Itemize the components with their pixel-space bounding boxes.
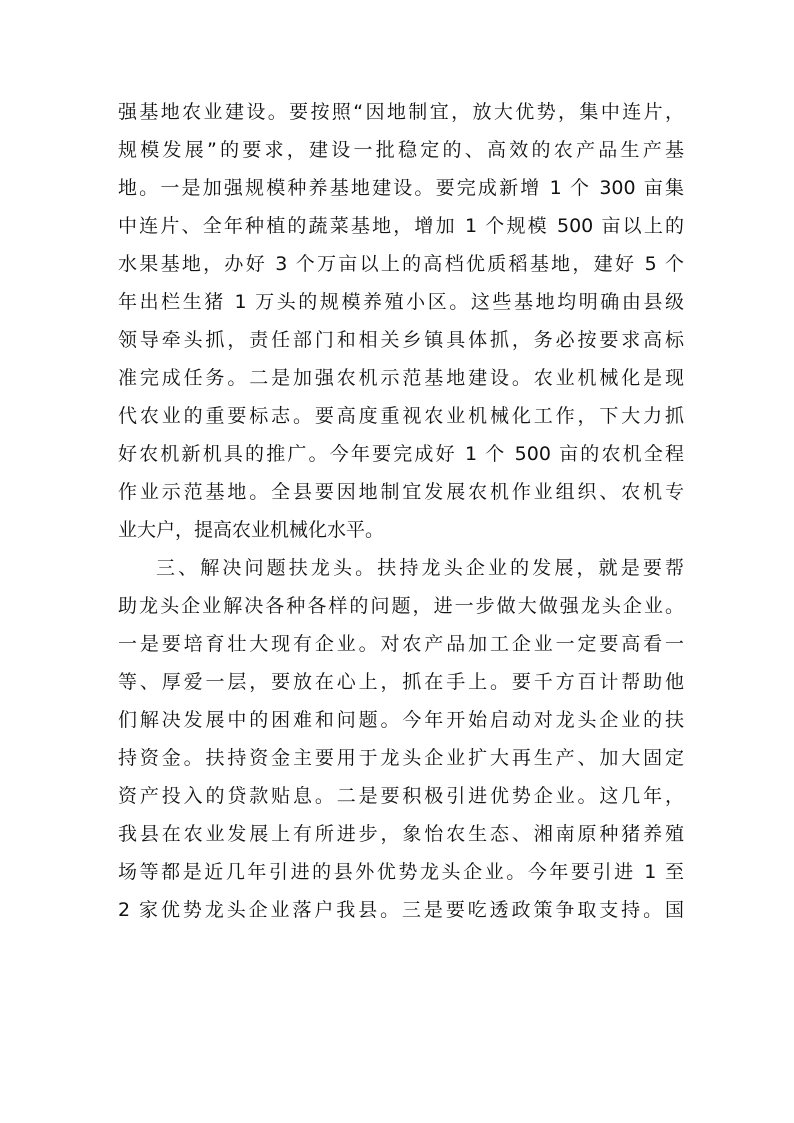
text-line: 助龙头企业解决各种各样的问题，进一步做大做强龙头企业。: [118, 595, 684, 617]
text-line: 好农机新机具的推广。今年要完成好 1 个 500 亩的农机全程: [118, 443, 684, 465]
text-line: 我县在农业发展上有所进步，象怡农生态、湘南原种猪养殖: [118, 823, 684, 845]
text-line: 领导牵头抓，责任部门和相关乡镇具体抓，务必按要求高标: [118, 329, 684, 351]
text-line: 们解决发展中的困难和问题。今年开始启动对龙头企业的扶: [118, 709, 684, 731]
section-heading-line: 三、解决问题扶龙头。扶持龙头企业的发展，就是要帮: [156, 557, 684, 579]
text-line: 资产投入的贷款贴息。二是要积极引进优势企业。这几年，: [118, 785, 684, 807]
text-line: 规模发展”的要求，建设一批稳定的、高效的农产品生产基: [118, 139, 684, 161]
text-line: 地。一是加强规模种养基地建设。要完成新增 1 个 300 亩集: [118, 177, 684, 199]
text-line: 等、厚爱一层，要放在心上，抓在手上。要千方百计帮助他: [118, 671, 684, 693]
text-line: 代农业的重要标志。要高度重视农业机械化工作，下大力抓: [118, 405, 684, 427]
text-line: 持资金。扶持资金主要用于龙头企业扩大再生产、加大固定: [118, 747, 684, 769]
text-line: 场等都是近几年引进的县外优势龙头企业。今年要引进 1 至: [118, 861, 684, 883]
text-line: 准完成任务。二是加强农机示范基地建设。农业机械化是现: [118, 367, 684, 389]
text-line: 强基地农业建设。要按照“因地制宜，放大优势，集中连片，: [118, 101, 684, 123]
paragraph-end-line: 业大户，提高农业机械化水平。: [118, 519, 385, 541]
text-line: 一是要培育壮大现有企业。对农产品加工企业一定要高看一: [118, 633, 684, 655]
text-line: 中连片、全年种植的蔬菜基地，增加 1 个规模 500 亩以上的: [118, 215, 684, 237]
text-line: 作业示范基地。全县要因地制宜发展农机作业组织、农机专: [118, 481, 684, 503]
text-line: 2 家优势龙头企业落户我县。三是要吃透政策争取支持。国: [118, 899, 684, 921]
text-line: 年出栏生猪 1 万头的规模养殖小区。这些基地均明确由县级: [118, 291, 684, 313]
text-line: 水果基地，办好 3 个万亩以上的高档优质稻基地，建好 5 个: [118, 253, 684, 275]
